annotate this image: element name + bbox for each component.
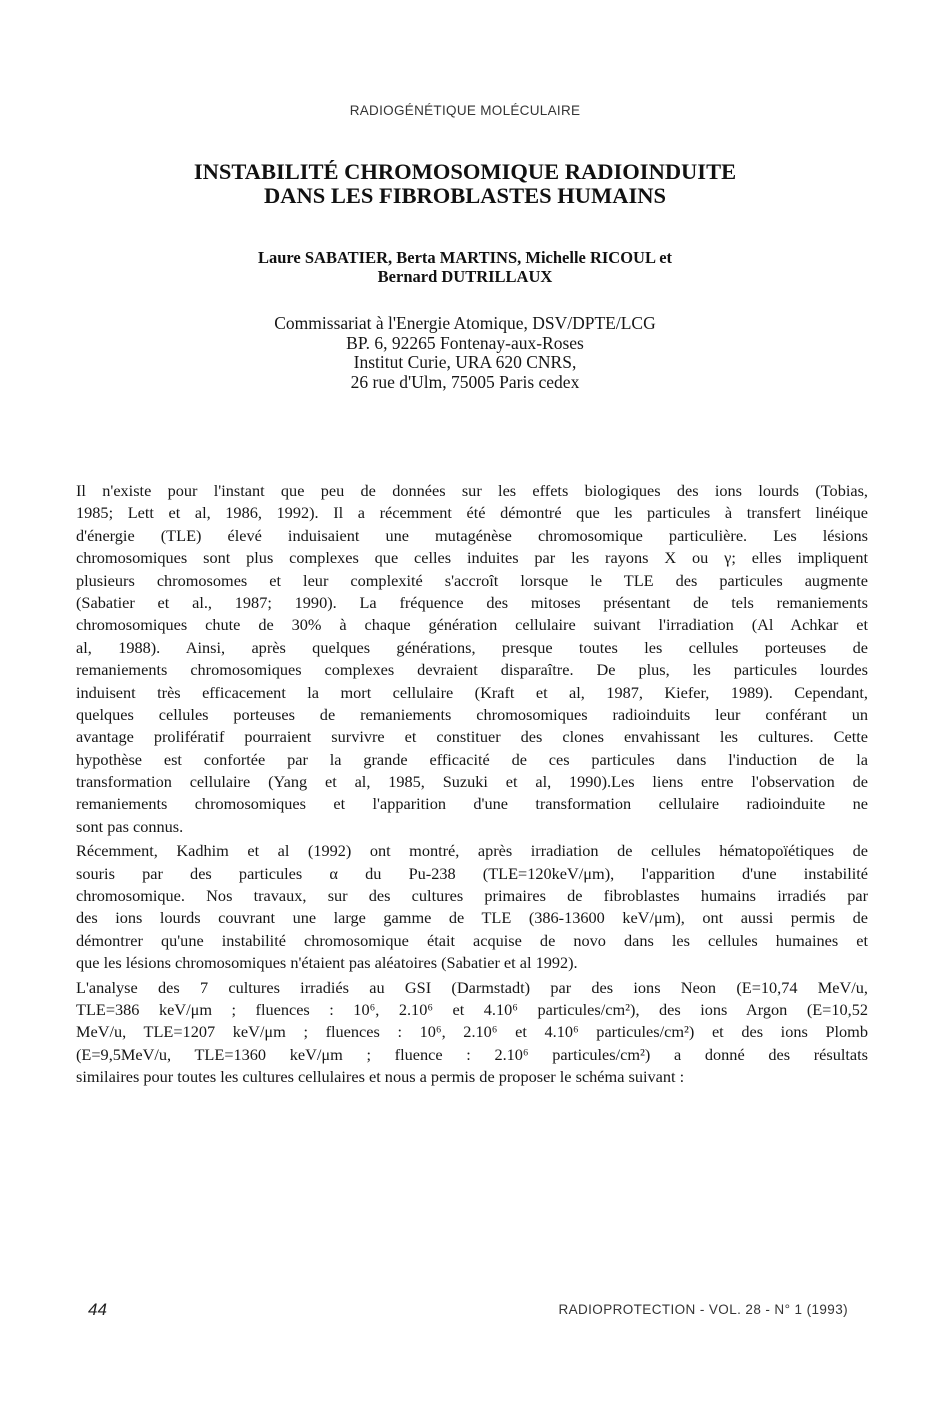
text-line: MeV/u, TLE=1207 keV/μm ; fluences : 10⁶, 2.10⁶ et 4.10⁶ particules/cm²) et des ions Plomb [76,1022,868,1042]
paragraph [76,977,868,1089]
article-title [60,160,870,208]
affiliation-line: Institut Curie, URA 620 CNRS, [353,352,577,372]
author-list [60,248,870,286]
text-line: démontrer qu'une instabilité chromosomique était acquise de novo dans les cellules humaines et [76,930,868,950]
text-line: que les lésions chromosomiques n'étaient pas aléatoires (Sabatier et al 1992). [76,953,578,973]
text-line: chromosomique. Nos travaux, sur des cultures primaires de fibroblastes humains irradiés par [76,886,868,906]
text-line: remaniements chromosomiques et l'apparition d'une transformation cellulaire radioinduite ne [76,794,868,814]
text-line: similaires pour toutes les cultures cellulaires et nous a permis de proposer le schéma suivant : [76,1067,685,1087]
page-number: 44 [88,1300,107,1319]
paragraph [76,840,868,974]
authors-line: Laure SABATIER, Berta MARTINS, Michelle RICOUL et [257,248,673,267]
text-line: Il n'existe pour l'instant que peu de données sur les effets biologiques des ions lourds (Tobias, [76,481,868,500]
affiliation-block [60,314,870,392]
authors-line: Bernard DUTRILLAUX [377,267,553,286]
text-line: al, 1988). Ainsi, après quelques générations, presque toutes les cellules porteuses de [76,637,868,657]
text-line: transformation cellulaire (Yang et al, 1985, Suzuki et al, 1990).Les liens entre l'observation de [76,772,868,792]
journal-citation: RADIOPROTECTION - VOL. 28 - N° 1 (1993) [558,1302,848,1317]
text-line: induisent très efficacement la mort cellulaire (Kraft et al, 1987, Kiefer, 1989). Cependant, [76,682,868,702]
text-line: chromosomiques chute de 30% à chaque génération cellulaire suivant l'irradiation (Al Achkar et [76,615,868,635]
affiliation-line: Commissariat à l'Energie Atomique, DSV/DPTE/LCG [274,313,656,333]
text-line: 1985; Lett et al, 1986, 1992). Il a récemment été démontré que les particules à transfert linéique [76,503,868,523]
text-line: quelques cellules porteuses de remaniements chromosomiques radioinduits leur conférant un [76,704,868,724]
text-line: chromosomiques sont plus complexes que celles induites par les rayons X ou γ; elles impliquent [76,548,868,568]
body-text [76,480,868,1091]
paragraph [76,480,868,838]
title-line: DANS LES FIBROBLASTES HUMAINS [264,183,666,208]
title-line: INSTABILITÉ CHROMOSOMIQUE RADIOINDUITE [193,159,737,184]
affiliation-line: BP. 6, 92265 Fontenay-aux-Roses [346,332,584,353]
affiliation-line: 26 rue d'Ulm, 75005 Paris cedex [350,371,580,392]
running-head: RADIOGÉNÉTIQUE MOLÉCULAIRE [349,103,581,118]
text-line: remaniements chromosomiques complexes devraient disparaître. De plus, les particules lourdes [76,660,868,680]
text-line: TLE=386 keV/μm ; fluences : 10⁶, 2.10⁶ et 4.10⁶ particules/cm²), des ions Argon (E=10,52 [76,999,868,1019]
text-line: L'analyse des 7 cultures irradiés au GSI (Darmstadt) par des ions Neon (E=10,74 MeV/u, [76,977,868,997]
text-line: (E=9,5MeV/u, TLE=1360 keV/μm ; fluence : 2.10⁶ particules/cm²) a donné des résultats [76,1044,868,1064]
text-line: avantage prolifératif pourraient survivre et constituer des clones envahissant les cultures. Cette [76,727,868,747]
text-line: hypothèse est confortée par la grande efficacité de ces particules dans l'induction de la [76,749,868,769]
text-line: Récemment, Kadhim et al (1992) ont montré, après irradiation de cellules hématopoïétiques de [76,841,868,861]
text-line: sont pas connus. [76,816,184,836]
text-line: souris par des particules α du Pu-238 (TLE=120keV/μm), l'apparition d'une instabilité [76,863,868,883]
text-line: des ions lourds couvrant une large gamme de TLE (386-13600 keV/μm), ont aussi permis de [76,908,868,928]
text-line: (Sabatier et al., 1987; 1990). La fréquence des mitoses présentant de tels remaniements [76,592,868,612]
text-line: d'énergie (TLE) élevé induisaient une mutagénèse chromosomique particulière. Les lésions [76,525,868,545]
text-line: plusieurs chromosomes et leur complexité s'accroît lorsque le TLE des particules augmente [76,570,868,590]
